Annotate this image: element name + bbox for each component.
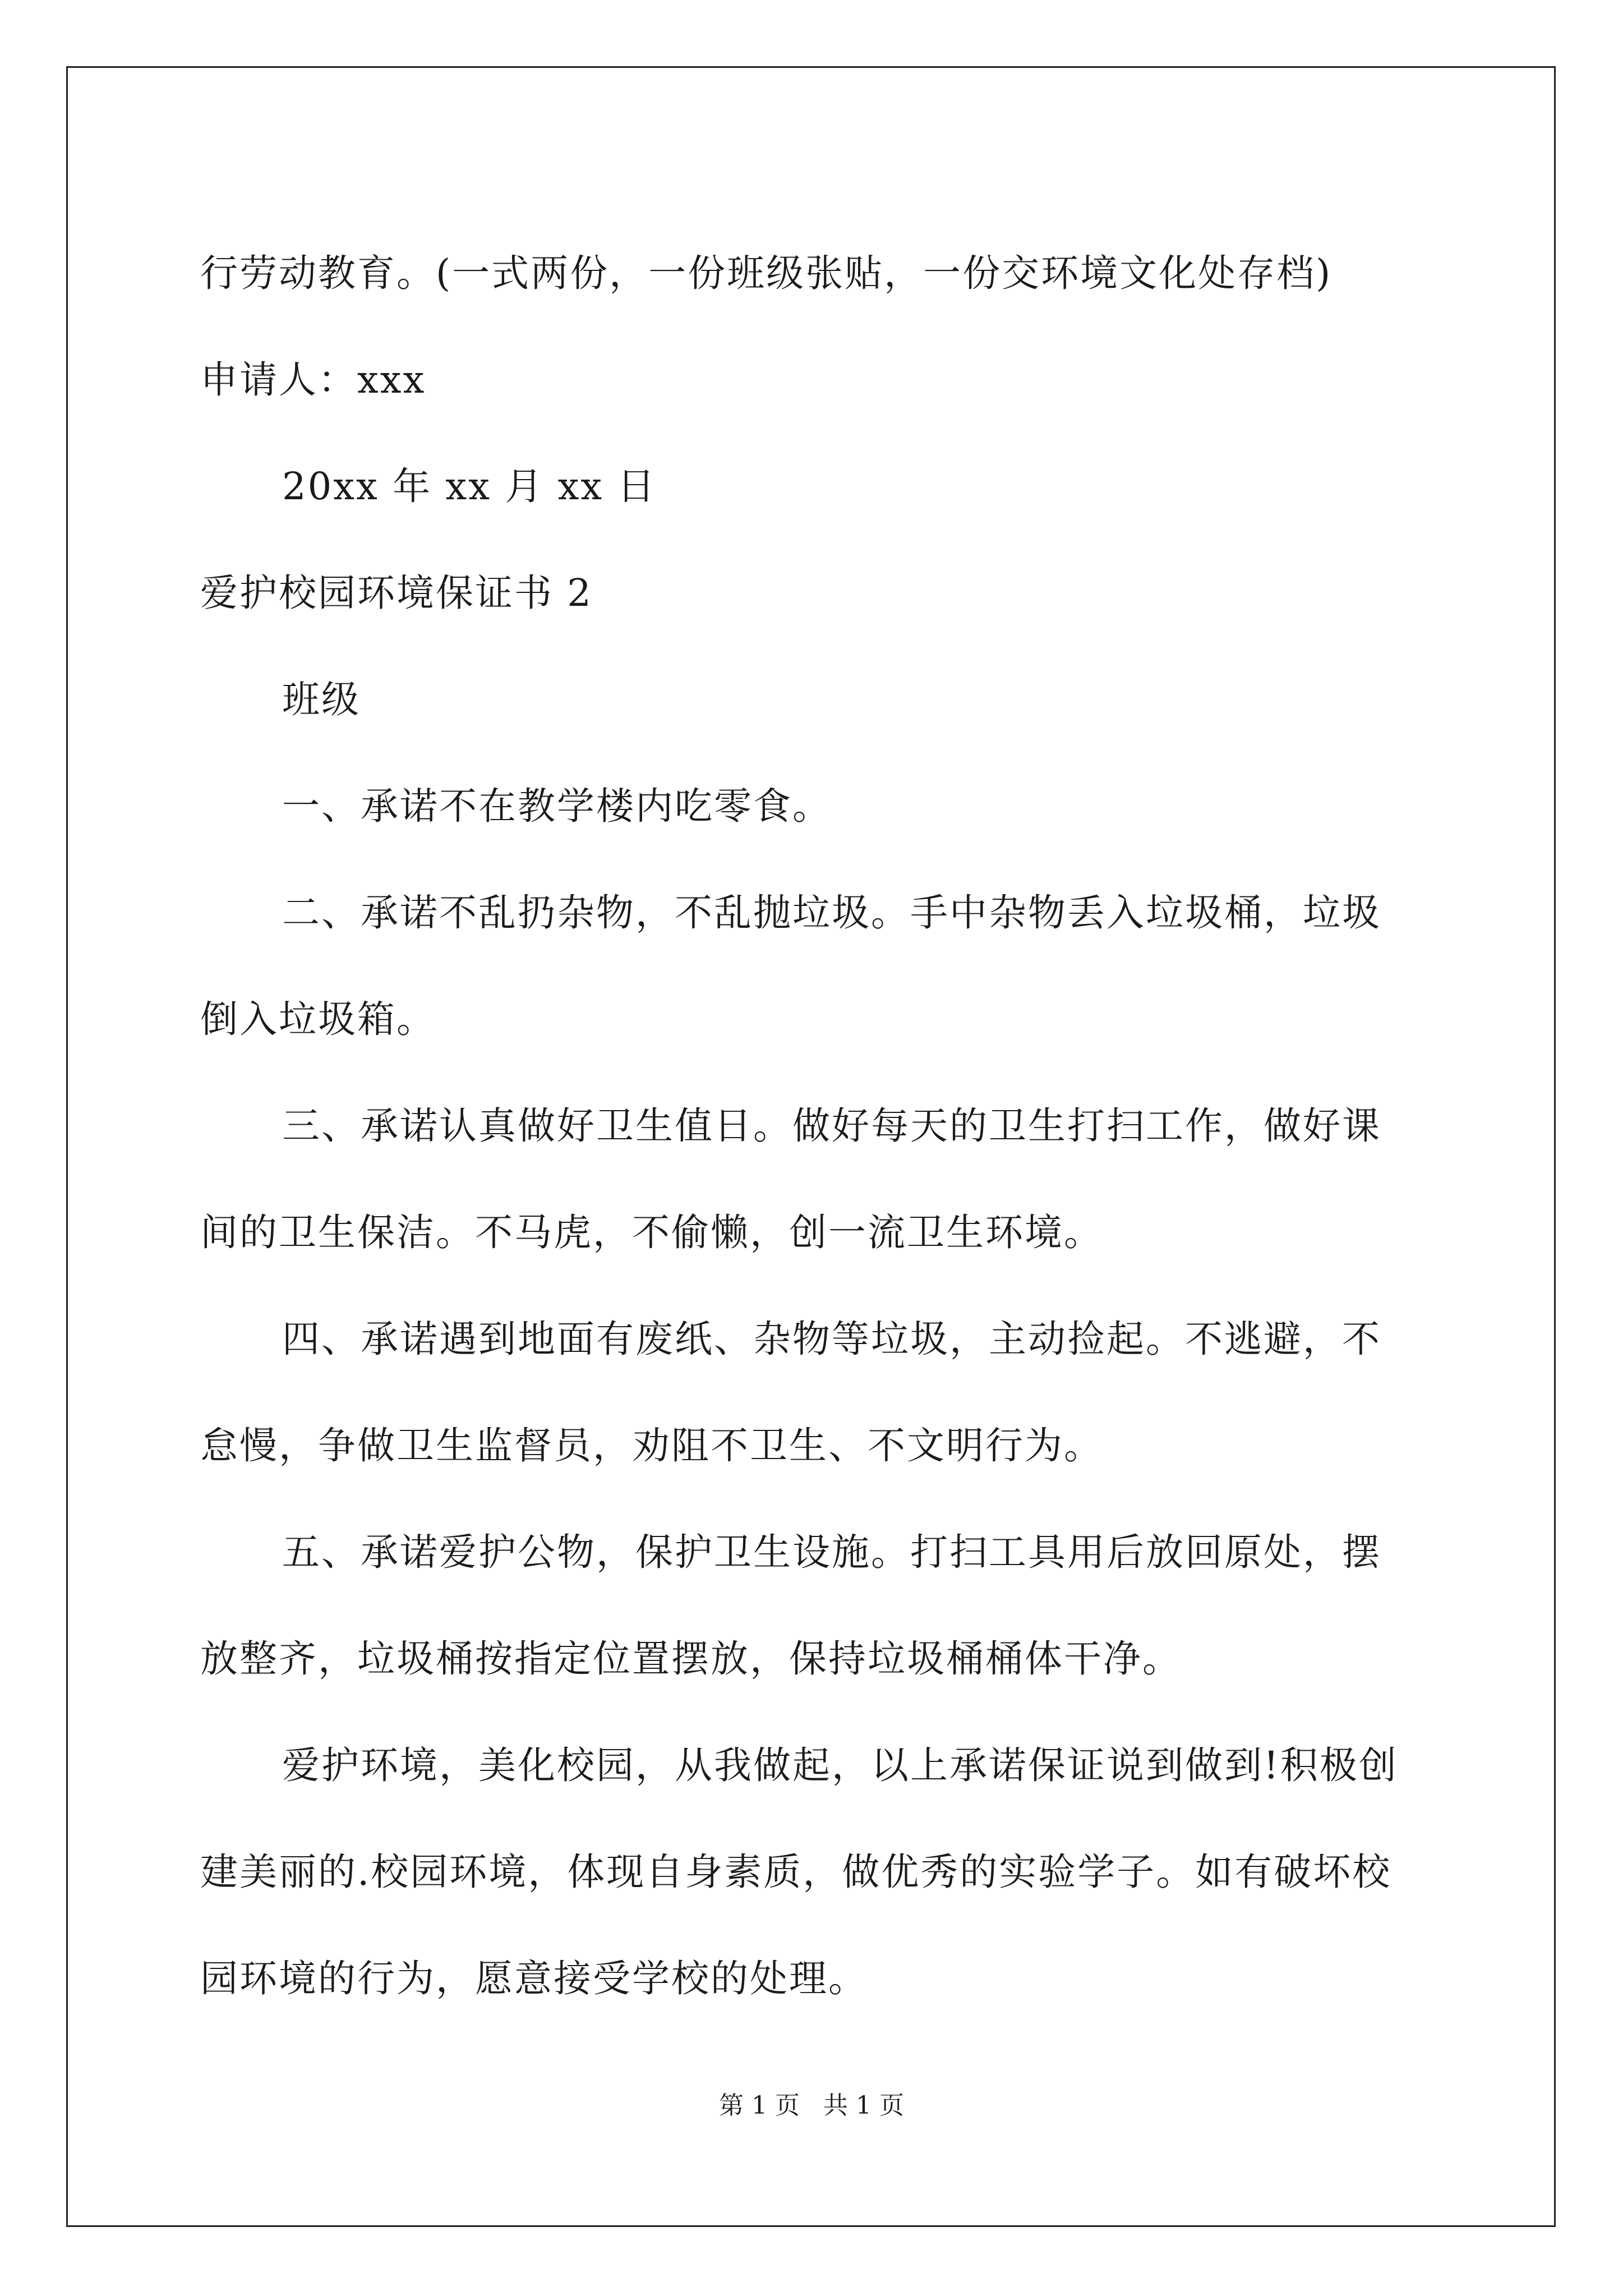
text-line: 行劳动教育。(一式两份，一份班级张贴，一份交环境文化处存档) xyxy=(200,251,1332,295)
document-body xyxy=(200,220,1428,2032)
closing-paragraph-end: 园环境的行为，愿意接受学校的处理。 xyxy=(200,1957,868,2000)
pledge-item-1: 一、承诺不在教学楼内吃零食。 xyxy=(282,784,832,828)
pledge-item-3-cont: 间的卫生保洁。不马虎，不偷懒，创一流卫生环境。 xyxy=(200,1211,1103,1254)
pledge-item-5-cont: 放整齐，垃圾桶按指定位置摆放，保持垃圾桶桶体干净。 xyxy=(200,1637,1182,1681)
page-count: 共 1 页 xyxy=(823,2091,904,2120)
pledge-item-4: 四、承诺遇到地面有废纸、杂物等垃圾，主动捡起。不逃避，不 xyxy=(282,1317,1381,1361)
applicant-line: 申请人：xxx xyxy=(200,358,426,402)
pledge-item-2: 二、承诺不乱扔杂物，不乱抛垃圾。手中杂物丢入垃圾桶，垃圾 xyxy=(282,891,1381,935)
page-number: 第 1 页 xyxy=(719,2091,800,2120)
pledge-item-5: 五、承诺爱护公物，保护卫生设施。打扫工具用后放回原处，摆 xyxy=(282,1530,1381,1574)
pledge-item-4-cont: 怠慢，争做卫生监督员，劝阻不卫生、不文明行为。 xyxy=(200,1424,1103,1467)
date-line: 20xx 年 xx 月 xx 日 xyxy=(282,464,657,508)
section-title: 爱护校园环境保证书 2 xyxy=(200,571,593,615)
closing-paragraph-cont: 建美丽的.校园环境，体现自身素质，做优秀的实验学子。如有破坏校 xyxy=(200,1850,1392,1894)
class-line: 班级 xyxy=(282,678,361,721)
pledge-item-3: 三、承诺认真做好卫生值日。做好每天的卫生打扫工作，做好课 xyxy=(282,1104,1381,1148)
closing-paragraph: 爱护环境，美化校园，从我做起，以上承诺保证说到做到!积极创 xyxy=(282,1743,1398,1787)
pledge-item-2-cont: 倒入垃圾箱。 xyxy=(200,997,436,1041)
page-footer xyxy=(0,2089,1623,2123)
